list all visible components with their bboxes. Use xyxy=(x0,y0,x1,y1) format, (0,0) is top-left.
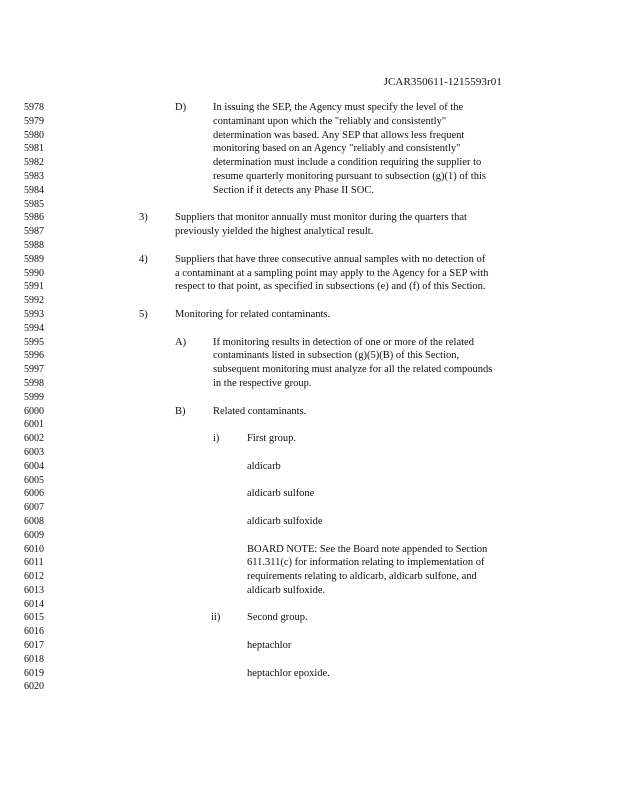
line-number: 6007 xyxy=(24,502,44,514)
line-number: 5998 xyxy=(24,377,44,389)
body-text-line: subsequent monitoring must analyze for all the related compounds xyxy=(213,364,493,376)
group-heading: Second group. xyxy=(247,612,308,624)
contaminant-item: aldicarb sulfone xyxy=(247,488,315,500)
section-heading: Related contaminants. xyxy=(213,405,307,417)
document-body xyxy=(0,101,619,694)
body-text-line: monitoring based on an Agency "reliably and consistently" xyxy=(213,143,461,155)
line-number: 6010 xyxy=(24,543,44,555)
body-text-line: in the respective group. xyxy=(213,377,312,389)
line-number: 6011 xyxy=(24,557,44,569)
body-text-line: determination must include a condition requiring the supplier to xyxy=(213,157,482,169)
line-number: 5986 xyxy=(24,212,44,224)
board-note-line: 611.311(c) for information relating to implementation of xyxy=(247,557,485,569)
subsection-label-5: 5) xyxy=(139,308,148,320)
body-text-line: Section if it detects any Phase II SOC. xyxy=(213,184,374,196)
line-number: 5987 xyxy=(24,226,44,238)
body-text-line: resume quarterly monitoring pursuant to subsection (g)(1) of this xyxy=(213,170,486,182)
subsection-label-a: A) xyxy=(175,336,187,348)
line-number: 5988 xyxy=(24,239,44,251)
line-number: 6004 xyxy=(24,460,44,472)
line-number: 5995 xyxy=(24,336,44,348)
line-number: 5985 xyxy=(24,198,44,210)
line-number: 5984 xyxy=(24,184,44,196)
line-number: 6017 xyxy=(24,640,44,652)
line-number: 6002 xyxy=(24,433,44,445)
subsection-label-4: 4) xyxy=(139,253,148,265)
line-number: 6015 xyxy=(24,612,44,624)
contaminant-item: heptachlor epoxide. xyxy=(247,667,330,679)
subsection-label-b: B) xyxy=(175,405,186,417)
line-number: 6018 xyxy=(24,653,44,665)
body-text-line: a contaminant at a sampling point may apply to the Agency for a SEP with xyxy=(175,267,489,279)
board-note-line: requirements relating to aldicarb, aldicarb sulfone, and xyxy=(247,571,477,583)
line-number: 6000 xyxy=(24,405,44,417)
line-number: 5983 xyxy=(24,170,44,182)
line-number: 6020 xyxy=(24,681,44,693)
line-number: 5999 xyxy=(24,391,44,403)
subsection-label-3: 3) xyxy=(139,212,148,224)
line-number: 5996 xyxy=(24,350,44,362)
line-number: 5990 xyxy=(24,267,44,279)
line-number: 6012 xyxy=(24,571,44,583)
document-id-header: JCAR350611-1215593r01 xyxy=(383,76,502,88)
board-note-line: aldicarb sulfoxide. xyxy=(247,584,326,596)
body-text-line: If monitoring results in detection of one or more of the related xyxy=(213,336,474,348)
body-text-line: respect to that point, as specified in subsections (e) and (f) of this Section. xyxy=(175,281,486,293)
line-number: 6001 xyxy=(24,419,44,431)
line-number: 6019 xyxy=(24,667,44,679)
line-number: 5993 xyxy=(24,308,44,320)
line-number: 5989 xyxy=(24,253,44,265)
line-number: 5994 xyxy=(24,322,44,334)
contaminant-item: aldicarb sulfoxide xyxy=(247,515,323,527)
group-heading: First group. xyxy=(247,433,297,445)
line-number: 6016 xyxy=(24,626,44,638)
board-note-line: BOARD NOTE: See the Board note appended to Section xyxy=(247,543,488,555)
subsection-label-ii: ii) xyxy=(211,612,221,624)
body-text-line: Suppliers that monitor annually must monitor during the quarters that xyxy=(175,212,467,224)
line-number: 6014 xyxy=(24,598,44,610)
body-text-line: Suppliers that have three consecutive annual samples with no detection of xyxy=(175,253,486,265)
line-number: 5981 xyxy=(24,143,44,155)
line-number: 6003 xyxy=(24,446,44,458)
line-number: 5979 xyxy=(24,115,44,127)
line-number: 6013 xyxy=(24,584,44,596)
line-number: 6005 xyxy=(24,474,44,486)
section-heading: Monitoring for related contaminants. xyxy=(175,308,331,320)
contaminant-item: heptachlor xyxy=(247,640,292,652)
text-line xyxy=(0,101,619,115)
line-number: 6009 xyxy=(24,529,44,541)
body-text-line: contaminant upon which the "reliably and consistently" xyxy=(213,115,447,127)
body-text-line: determination was based. Any SEP that allows less frequent xyxy=(213,129,465,141)
line-number: 5980 xyxy=(24,129,44,141)
line-number: 5997 xyxy=(24,364,44,376)
body-text-line: In issuing the SEP, the Agency must specify the level of the xyxy=(213,102,464,113)
line-number: 6006 xyxy=(24,488,44,500)
body-text-line: contaminants listed in subsection (g)(5)(B) of this Section, xyxy=(213,350,460,362)
line-number: 5992 xyxy=(24,295,44,307)
body-text-line: previously yielded the highest analytical result. xyxy=(175,226,374,238)
line-number: 6008 xyxy=(24,515,44,527)
line-number: 5982 xyxy=(24,157,44,169)
subsection-label-i: i) xyxy=(213,433,220,445)
line-number: 5978 xyxy=(24,102,44,113)
line-number: 5991 xyxy=(24,281,44,293)
contaminant-item: aldicarb xyxy=(247,460,281,472)
subsection-label-d: D) xyxy=(175,102,187,113)
